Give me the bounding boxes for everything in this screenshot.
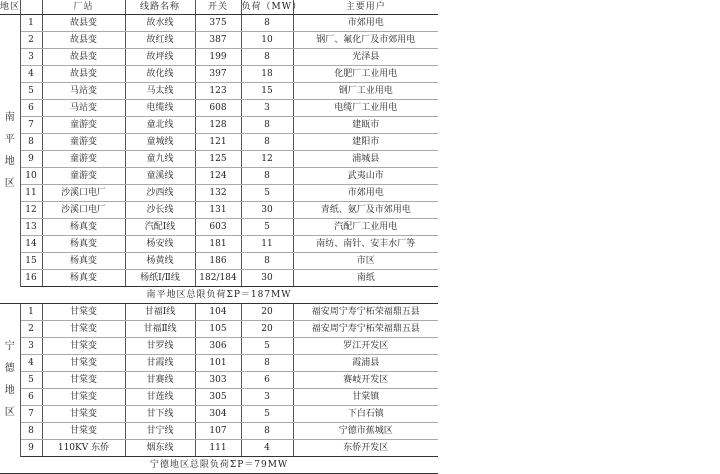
row-index: 11 bbox=[20, 185, 42, 202]
line-name-cell: 甘福Ⅱ线 bbox=[125, 321, 195, 338]
switch-cell: 101 bbox=[195, 355, 241, 372]
line-name-cell: 甘罗线 bbox=[125, 338, 195, 355]
table-header-row bbox=[0, 0, 438, 15]
region-label bbox=[0, 304, 20, 457]
header-line-name: 线路名称 bbox=[125, 0, 195, 15]
table-row bbox=[0, 168, 438, 185]
line-name-cell: 沙长线 bbox=[125, 202, 195, 219]
line-name-cell: 故坪线 bbox=[125, 49, 195, 66]
table-row bbox=[0, 151, 438, 168]
table-row bbox=[0, 236, 438, 253]
load-cell: 8 bbox=[241, 49, 293, 66]
load-cell: 5 bbox=[241, 219, 293, 236]
line-name-cell: 故水线 bbox=[125, 15, 195, 32]
main-users-cell: 东侨开发区 bbox=[293, 440, 438, 457]
load-cell: 20 bbox=[241, 304, 293, 321]
plant-cell: 童游变 bbox=[42, 151, 125, 168]
header-plant: 厂站 bbox=[42, 0, 125, 15]
load-cell: 5 bbox=[241, 406, 293, 423]
table-row bbox=[0, 406, 438, 423]
switch-cell: 111 bbox=[195, 440, 241, 457]
load-cell: 4 bbox=[241, 440, 293, 457]
switch-cell: 131 bbox=[195, 202, 241, 219]
table-row bbox=[0, 355, 438, 372]
row-index: 3 bbox=[20, 49, 42, 66]
table-row bbox=[0, 83, 438, 100]
load-cell: 8 bbox=[241, 253, 293, 270]
header-load: 负荷（MW） bbox=[241, 0, 293, 15]
row-index: 14 bbox=[20, 236, 42, 253]
row-index: 7 bbox=[20, 117, 42, 134]
region-label-char: 德 bbox=[4, 363, 15, 375]
plant-cell: 故县变 bbox=[42, 32, 125, 49]
switch-cell: 182/184 bbox=[195, 270, 241, 287]
switch-cell: 181 bbox=[195, 236, 241, 253]
switch-cell: 123 bbox=[195, 83, 241, 100]
load-cell: 8 bbox=[241, 355, 293, 372]
table-row bbox=[0, 185, 438, 202]
table-row bbox=[0, 253, 438, 270]
row-index: 6 bbox=[20, 100, 42, 117]
line-name-cell: 童北线 bbox=[125, 117, 195, 134]
load-cell: 8 bbox=[241, 15, 293, 32]
row-index: 5 bbox=[20, 83, 42, 100]
plant-cell: 甘棠变 bbox=[42, 406, 125, 423]
line-name-cell: 甘宁线 bbox=[125, 423, 195, 440]
switch-cell: 305 bbox=[195, 389, 241, 406]
load-cell: 18 bbox=[241, 66, 293, 83]
switch-cell: 121 bbox=[195, 134, 241, 151]
switch-cell: 104 bbox=[195, 304, 241, 321]
main-users-cell: 福安周宁寿宁柘荣福鼎五县 bbox=[293, 321, 438, 338]
load-cell: 3 bbox=[241, 389, 293, 406]
header-switch: 开关 bbox=[195, 0, 241, 15]
main-users-cell: 汽配厂工业用电 bbox=[293, 219, 438, 236]
main-users-cell: 赛岐开发区 bbox=[293, 372, 438, 389]
plant-cell: 沙溪口电厂 bbox=[42, 202, 125, 219]
table-row bbox=[0, 32, 438, 49]
row-index: 9 bbox=[20, 151, 42, 168]
row-index: 8 bbox=[20, 423, 42, 440]
switch-cell: 306 bbox=[195, 338, 241, 355]
plant-cell: 童游变 bbox=[42, 117, 125, 134]
main-users-cell: 宁德市蕉城区 bbox=[293, 423, 438, 440]
plant-cell: 杨真变 bbox=[42, 236, 125, 253]
switch-cell: 128 bbox=[195, 117, 241, 134]
load-cell: 8 bbox=[241, 134, 293, 151]
line-name-cell: 马太线 bbox=[125, 83, 195, 100]
plant-cell: 甘棠变 bbox=[42, 321, 125, 338]
region-label-char: 区 bbox=[4, 407, 15, 419]
region-label-char: 平 bbox=[4, 133, 15, 145]
table-row bbox=[0, 423, 438, 440]
region-label-char: 地 bbox=[4, 385, 15, 397]
header-main-users: 主要用户 bbox=[293, 0, 438, 15]
table-row bbox=[0, 304, 438, 321]
main-users-cell: 下白石镇 bbox=[293, 406, 438, 423]
main-users-cell: 市郊用电 bbox=[293, 185, 438, 202]
plant-cell: 110KV 东侨 bbox=[42, 440, 125, 457]
plant-cell: 甘棠变 bbox=[42, 355, 125, 372]
main-users-cell: 浦城县 bbox=[293, 151, 438, 168]
plant-cell: 沙溪口电厂 bbox=[42, 185, 125, 202]
load-cell: 8 bbox=[241, 117, 293, 134]
switch-cell: 132 bbox=[195, 185, 241, 202]
line-name-cell: 杨安线 bbox=[125, 236, 195, 253]
main-users-cell: 霞浦县 bbox=[293, 355, 438, 372]
switch-cell: 375 bbox=[195, 15, 241, 32]
table-row bbox=[0, 372, 438, 389]
main-users-cell: 武夷山市 bbox=[293, 168, 438, 185]
table-row bbox=[0, 15, 438, 32]
load-cell: 10 bbox=[241, 32, 293, 49]
load-cell: 3 bbox=[241, 100, 293, 117]
region-summary-row bbox=[0, 457, 438, 474]
load-cell: 15 bbox=[241, 83, 293, 100]
plant-cell: 甘棠变 bbox=[42, 304, 125, 321]
line-name-cell: 甘赛线 bbox=[125, 372, 195, 389]
switch-cell: 107 bbox=[195, 423, 241, 440]
row-index: 16 bbox=[20, 270, 42, 287]
row-index: 7 bbox=[20, 406, 42, 423]
row-index: 12 bbox=[20, 202, 42, 219]
switch-cell: 124 bbox=[195, 168, 241, 185]
load-cell: 20 bbox=[241, 321, 293, 338]
line-name-cell: 故化线 bbox=[125, 66, 195, 83]
switch-cell: 387 bbox=[195, 32, 241, 49]
table-row bbox=[0, 440, 438, 457]
load-cell: 8 bbox=[241, 423, 293, 440]
table-row bbox=[0, 49, 438, 66]
region-label-char: 宁 bbox=[4, 341, 15, 353]
table-row bbox=[0, 321, 438, 338]
row-index: 5 bbox=[20, 372, 42, 389]
table-row bbox=[0, 219, 438, 236]
plant-cell: 童游变 bbox=[42, 134, 125, 151]
main-users-cell: 钢厂、氟化厂及市郊用电 bbox=[293, 32, 438, 49]
line-name-cell: 汽配Ⅰ线 bbox=[125, 219, 195, 236]
row-index: 1 bbox=[20, 15, 42, 32]
main-users-cell: 电缆厂工业用电 bbox=[293, 100, 438, 117]
row-index: 2 bbox=[20, 32, 42, 49]
row-index: 10 bbox=[20, 168, 42, 185]
main-users-cell: 钢厂工业用电 bbox=[293, 83, 438, 100]
row-index: 13 bbox=[20, 219, 42, 236]
plant-cell: 甘棠变 bbox=[42, 372, 125, 389]
switch-cell: 186 bbox=[195, 253, 241, 270]
plant-cell: 杨真变 bbox=[42, 253, 125, 270]
line-name-cell: 甘下线 bbox=[125, 406, 195, 423]
row-index: 15 bbox=[20, 253, 42, 270]
plant-cell: 故县变 bbox=[42, 15, 125, 32]
row-index: 3 bbox=[20, 338, 42, 355]
line-name-cell: 甘莲线 bbox=[125, 389, 195, 406]
load-cell: 6 bbox=[241, 372, 293, 389]
main-users-cell: 罗江开发区 bbox=[293, 338, 438, 355]
plant-cell: 马站变 bbox=[42, 100, 125, 117]
line-name-cell: 童九线 bbox=[125, 151, 195, 168]
main-users-cell: 光泽县 bbox=[293, 49, 438, 66]
switch-cell: 105 bbox=[195, 321, 241, 338]
region-total-load: 南平地区总限负荷ΣP＝187MW bbox=[0, 287, 438, 304]
header-index bbox=[20, 0, 42, 15]
load-cell: 5 bbox=[241, 185, 293, 202]
line-name-cell: 甘福Ⅰ线 bbox=[125, 304, 195, 321]
row-index: 6 bbox=[20, 389, 42, 406]
header-region: 地区 bbox=[0, 0, 20, 15]
table-row bbox=[0, 338, 438, 355]
line-name-cell: 故红线 bbox=[125, 32, 195, 49]
region-label bbox=[0, 15, 20, 287]
plant-cell: 甘棠变 bbox=[42, 389, 125, 406]
row-index: 8 bbox=[20, 134, 42, 151]
load-cell: 30 bbox=[241, 270, 293, 287]
table-row bbox=[0, 66, 438, 83]
row-index: 1 bbox=[20, 304, 42, 321]
main-users-cell: 南纸 bbox=[293, 270, 438, 287]
row-index: 2 bbox=[20, 321, 42, 338]
load-cell: 12 bbox=[241, 151, 293, 168]
region-label-char: 区 bbox=[4, 177, 15, 189]
switch-cell: 125 bbox=[195, 151, 241, 168]
switch-cell: 199 bbox=[195, 49, 241, 66]
main-users-cell: 市郊用电 bbox=[293, 15, 438, 32]
table-row bbox=[0, 202, 438, 219]
region-total-load: 宁德地区总限负荷ΣP＝79MW bbox=[0, 457, 438, 474]
plant-cell: 故县变 bbox=[42, 49, 125, 66]
region-label-char: 南 bbox=[4, 111, 15, 123]
region-summary-row bbox=[0, 287, 438, 304]
table-body bbox=[0, 15, 438, 474]
row-index: 9 bbox=[20, 440, 42, 457]
line-name-cell: 甘霞线 bbox=[125, 355, 195, 372]
main-users-cell: 福安周宁寿宁柘荣福鼎五县 bbox=[293, 304, 438, 321]
plant-cell: 童游变 bbox=[42, 168, 125, 185]
plant-cell: 杨真变 bbox=[42, 219, 125, 236]
line-name-cell: 童溪线 bbox=[125, 168, 195, 185]
plant-cell: 甘棠变 bbox=[42, 423, 125, 440]
line-name-cell: 童城线 bbox=[125, 134, 195, 151]
main-users-cell: 建阳市 bbox=[293, 134, 438, 151]
table-row bbox=[0, 389, 438, 406]
load-cell: 8 bbox=[241, 168, 293, 185]
plant-cell: 马站变 bbox=[42, 83, 125, 100]
plant-cell: 故县变 bbox=[42, 66, 125, 83]
line-name-cell: 沙西线 bbox=[125, 185, 195, 202]
main-users-cell: 建瓯市 bbox=[293, 117, 438, 134]
row-index: 4 bbox=[20, 66, 42, 83]
main-users-cell: 市区 bbox=[293, 253, 438, 270]
main-users-cell: 甘棠镇 bbox=[293, 389, 438, 406]
plant-cell: 甘棠变 bbox=[42, 338, 125, 355]
load-cell: 5 bbox=[241, 338, 293, 355]
line-name-cell: 电缆线 bbox=[125, 100, 195, 117]
load-cell: 30 bbox=[241, 202, 293, 219]
row-index: 4 bbox=[20, 355, 42, 372]
table-row bbox=[0, 134, 438, 151]
region-label-char: 地 bbox=[4, 155, 15, 167]
switch-cell: 304 bbox=[195, 406, 241, 423]
load-cell: 11 bbox=[241, 236, 293, 253]
switch-cell: 603 bbox=[195, 219, 241, 236]
line-name-cell: 烟东线 bbox=[125, 440, 195, 457]
switch-cell: 303 bbox=[195, 372, 241, 389]
switch-cell: 608 bbox=[195, 100, 241, 117]
line-name-cell: 杨纸Ⅰ/Ⅱ线 bbox=[125, 270, 195, 287]
main-users-cell: 青纸、氨厂及市郊用电 bbox=[293, 202, 438, 219]
line-name-cell: 杨黄线 bbox=[125, 253, 195, 270]
table-row bbox=[0, 100, 438, 117]
table-row bbox=[0, 117, 438, 134]
table-row bbox=[0, 270, 438, 287]
switch-cell: 397 bbox=[195, 66, 241, 83]
main-users-cell: 南纺、南针、安丰水厂等 bbox=[293, 236, 438, 253]
plant-cell: 杨真变 bbox=[42, 270, 125, 287]
main-users-cell: 化肥厂工业用电 bbox=[293, 66, 438, 83]
